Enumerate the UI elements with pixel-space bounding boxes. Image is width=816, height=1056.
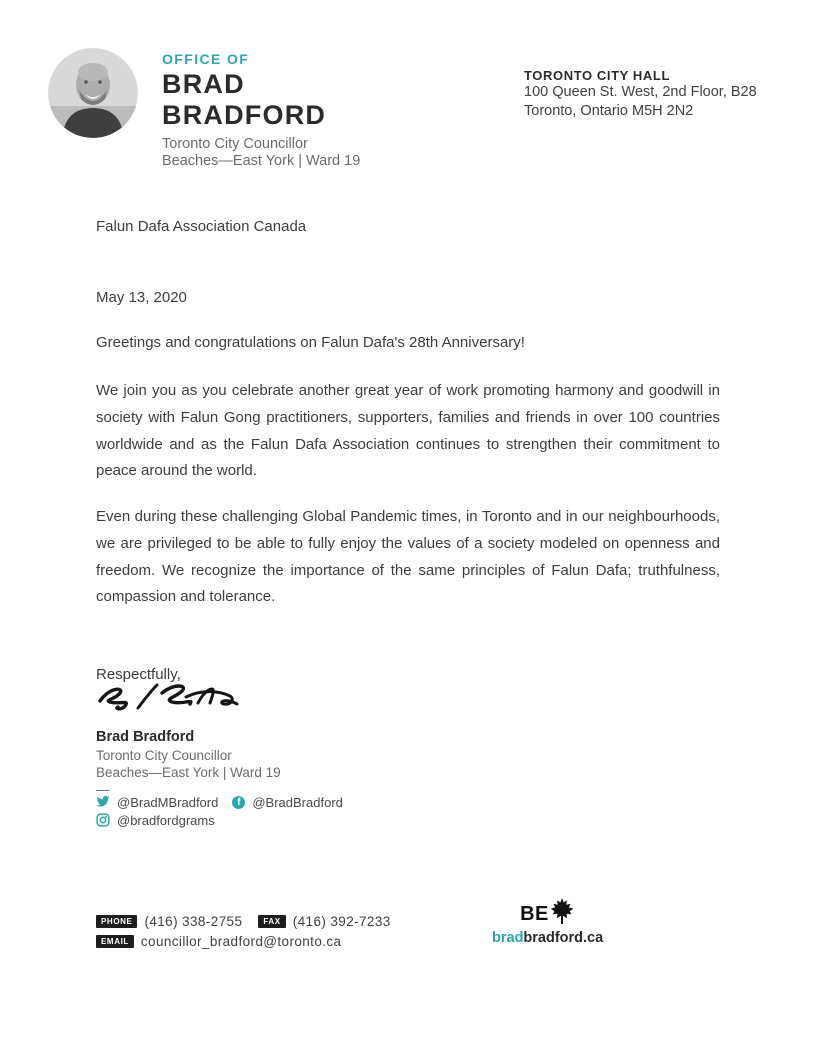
twitter-handle-text: @BradMBradford: [117, 794, 219, 810]
signature-title: Toronto City Councillor: [96, 748, 232, 763]
headshot-illustration: [48, 48, 138, 138]
councillor-name-line1: BRAD: [162, 69, 245, 99]
bey-logo: [492, 898, 602, 924]
website-url: [492, 930, 602, 946]
signature-ward: Beaches—East York | Ward 19: [96, 765, 281, 780]
footer-brand-block: [492, 898, 602, 946]
bey-logo-text: BE: [520, 903, 549, 925]
instagram-icon: [96, 813, 110, 827]
email-address: councillor_bradford@toronto.ca: [140, 933, 342, 949]
website-url-suffix: bradford.ca: [523, 930, 604, 946]
facebook-handle-text: @BradBradford: [252, 794, 343, 810]
recipient-line: Falun Dafa Association Canada: [96, 218, 307, 235]
phone-number: (416) 338-2755: [144, 913, 243, 929]
footer-contact-block: [96, 912, 391, 952]
signature-block: [96, 729, 281, 797]
email-badge: EMAIL: [96, 935, 134, 948]
website-url-prefix: brad: [492, 930, 524, 946]
councillor-name-line2: BRADFORD: [162, 100, 327, 130]
city-hall-address-line2: Toronto, Ontario M5H 2N2: [524, 103, 694, 119]
councillor-ward: Beaches—East York | Ward 19: [162, 153, 361, 169]
councillor-headshot-photo: [48, 48, 138, 138]
phone-badge: PHONE: [96, 915, 137, 928]
city-hall-name: TORONTO CITY HALL: [524, 68, 670, 83]
instagram-handle-text: @bradfordgrams: [117, 812, 215, 828]
letter-date: May 13, 2020: [96, 289, 187, 306]
city-hall-address-line1: 100 Queen St. West, 2nd Floor, B28: [524, 84, 757, 100]
closing-line: Respectfully,: [96, 666, 181, 683]
fax-number: (416) 392-7233: [292, 913, 391, 929]
facebook-icon: f: [232, 796, 245, 809]
instagram-handle-item: [96, 813, 215, 828]
office-brand-block: [162, 51, 360, 170]
city-hall-address-block: [524, 68, 757, 121]
greeting-line: Greetings and congratulations on Falun Dafa's 28th Anniversary!: [96, 334, 525, 351]
handwritten-signature: [94, 679, 244, 719]
letter-paragraph-2: Even during these challenging Global Pandemic times, in Toronto and in our neighbourhoods, we are privileged to be able to fully enjoy the values of a society modeled on openness and freedom. We recognize the importance of the same principles of Falun Dafa; truthfulness, compassion and tolerance.: [96, 508, 720, 606]
fax-badge: FAX: [258, 915, 285, 928]
social-handles: [96, 793, 416, 829]
twitter-icon: [96, 795, 110, 809]
signature-divider: —: [96, 782, 110, 797]
twitter-handle-item: [96, 795, 218, 810]
signature-name: Brad Bradford: [96, 729, 195, 745]
facebook-handle-item: [232, 795, 343, 810]
letter-paragraph-1: We join you as you celebrate another great year of work promoting harmony and goodwill in society with Falun Gong practitioners, supporters, families and friends in over 100 countries worldwide and as the Falun Dafa Association continues to strengthen their commitment to peace around the world.: [96, 382, 720, 480]
maple-leaf-icon: [550, 898, 574, 924]
office-of-label: OFFICE OF: [162, 51, 250, 67]
councillor-title: Toronto City Councillor: [162, 136, 308, 152]
